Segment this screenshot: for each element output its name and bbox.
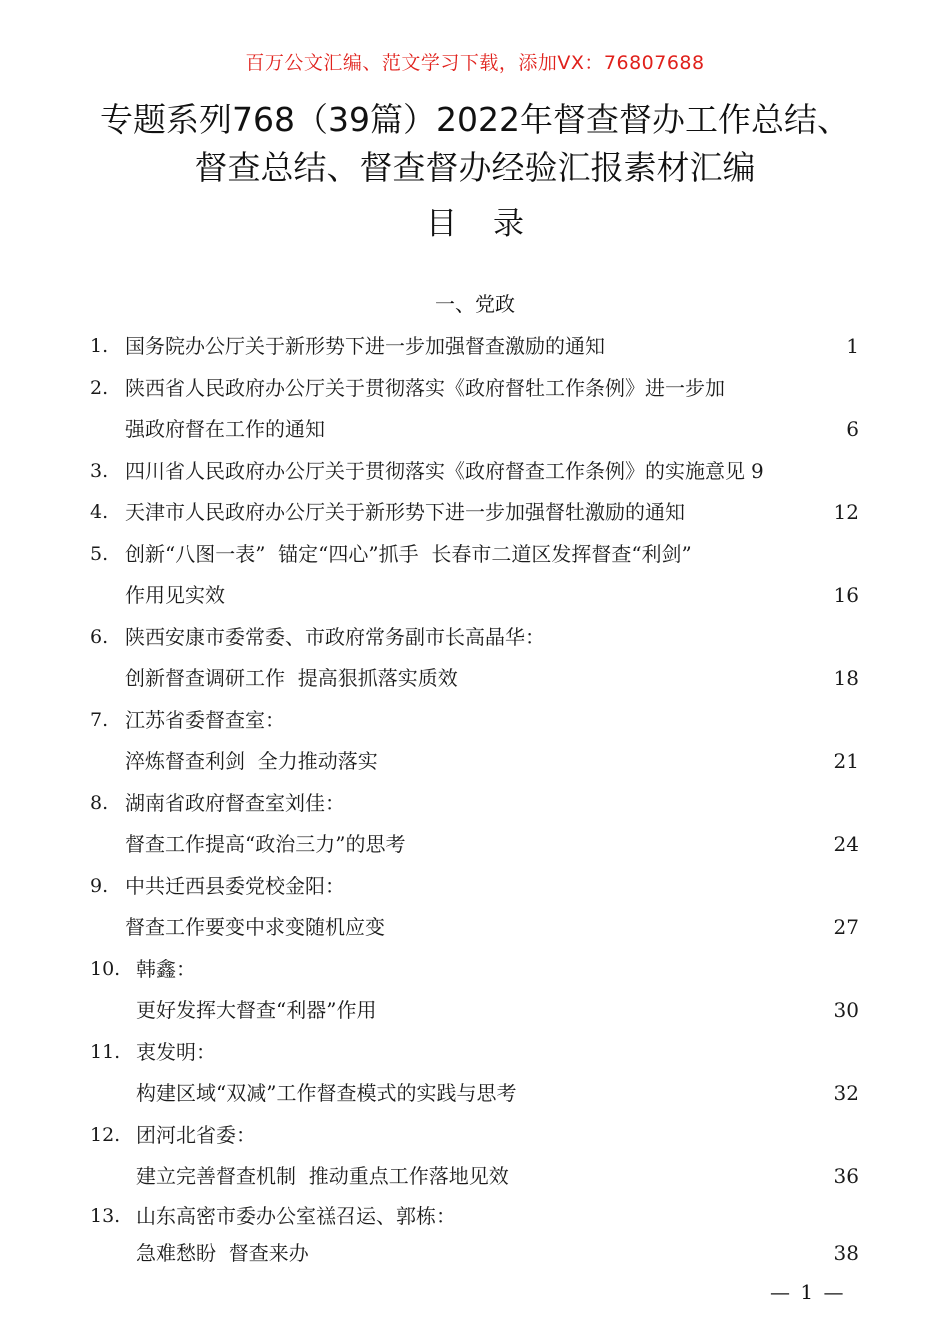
entry-page: 38 bbox=[833, 1240, 859, 1265]
entry-author: 江苏省委督查室： bbox=[125, 707, 285, 732]
header-banner: 百万公文汇编、范文学习下载，添加VX：76807688 bbox=[245, 52, 705, 74]
entry-page: 32 bbox=[833, 1081, 859, 1105]
entry-number: 1. bbox=[90, 335, 109, 357]
entry-title: 督查工作提高“政治三力”的思考 bbox=[125, 832, 406, 856]
document-title bbox=[0, 96, 950, 192]
entry-page: 9 bbox=[751, 458, 764, 483]
toc-entry[interactable] bbox=[0, 866, 950, 949]
toc-entry[interactable] bbox=[0, 451, 950, 493]
entry-author: 韩鑫： bbox=[136, 956, 196, 981]
entry-title: 急难愁盼 督查来办 bbox=[136, 1240, 309, 1265]
entry-number: 12. bbox=[90, 1123, 121, 1146]
toc-heading: 目录 bbox=[426, 206, 560, 242]
entry-title: 创新督查调研工作 提高狠抓落实质效 bbox=[125, 666, 458, 690]
entry-number: 11. bbox=[90, 1040, 121, 1063]
toc-entry[interactable] bbox=[0, 1032, 950, 1115]
entry-title: 建立完善督查机制 推动重点工作落地见效 bbox=[136, 1164, 509, 1188]
entry-number: 7. bbox=[90, 708, 109, 731]
entry-author: 团河北省委： bbox=[136, 1122, 256, 1147]
section-heading: 一、党政 bbox=[435, 292, 515, 316]
entry-title: 陕西省人民政府办公厅关于贯彻落实《政府督牡工作条例》进一步加 bbox=[125, 375, 725, 400]
entry-page: 1 bbox=[846, 334, 859, 358]
entry-page: 6 bbox=[846, 417, 859, 441]
entry-title: 四川省人民政府办公厅关于贯彻落实《政府督查工作条例》的实施意见 bbox=[125, 458, 745, 483]
entry-page: 12 bbox=[833, 500, 859, 524]
entry-author: 中共迁西县委党校金阳： bbox=[125, 873, 345, 898]
document-title-line-1: 专题系列768（39篇）2022年督查督办工作总结、 bbox=[100, 100, 850, 139]
entry-author: 陕西安康市委常委、市政府常务副市长高晶华： bbox=[125, 624, 545, 649]
entry-author: 湖南省政府督查室刘佳： bbox=[125, 790, 345, 815]
toc-entry[interactable] bbox=[0, 783, 950, 866]
toc-entry[interactable] bbox=[0, 534, 950, 617]
entry-number: 10. bbox=[90, 957, 121, 980]
entry-title: 淬炼督查利剑 全力推动落实 bbox=[125, 749, 378, 773]
entry-title: 创新“八图一表” 锚定“四心”抓手 长春市二道区发挥督查“利剑” bbox=[125, 541, 692, 566]
page-number-footer: — 1 — bbox=[770, 1280, 846, 1304]
entry-page: 16 bbox=[833, 583, 859, 607]
entry-number: 2. bbox=[90, 376, 109, 399]
entry-number: 9. bbox=[90, 874, 109, 897]
entry-title-continued: 强政府督在工作的通知 bbox=[125, 417, 325, 441]
toc-entry[interactable] bbox=[0, 617, 950, 700]
toc-entry[interactable] bbox=[0, 492, 950, 534]
entry-author: 山东高密市委办公室禚召运、郭栋： bbox=[136, 1203, 456, 1228]
toc-entry[interactable] bbox=[0, 1115, 950, 1198]
toc-entry[interactable] bbox=[0, 326, 950, 368]
entry-title: 天津市人民政府办公厅关于新形势下进一步加强督牡激励的通知 bbox=[125, 500, 685, 524]
entry-title-continued: 作用见实效 bbox=[125, 583, 225, 607]
entry-number: 4. bbox=[90, 501, 109, 523]
document-title-line-2: 督查总结、督查督办经验汇报素材汇编 bbox=[194, 148, 756, 187]
entry-page: 36 bbox=[833, 1164, 859, 1188]
entry-number: 6. bbox=[90, 625, 109, 648]
entry-page: 18 bbox=[833, 666, 859, 690]
entry-title: 构建区域“双减”工作督查模式的实践与思考 bbox=[136, 1081, 517, 1105]
toc-entry[interactable] bbox=[0, 1198, 950, 1272]
entry-title: 督查工作要变中求变随机应变 bbox=[125, 915, 385, 939]
entry-page: 30 bbox=[833, 998, 859, 1022]
entry-page: 27 bbox=[833, 915, 859, 939]
entry-title: 更好发挥大督查“利器”作用 bbox=[136, 998, 377, 1022]
table-of-contents bbox=[0, 326, 950, 1272]
entry-page: 21 bbox=[833, 749, 859, 773]
entry-number: 8. bbox=[90, 791, 109, 814]
entry-author: 衷发明： bbox=[136, 1039, 216, 1064]
entry-number: 13. bbox=[90, 1204, 121, 1227]
toc-entry[interactable] bbox=[0, 700, 950, 783]
toc-entry[interactable] bbox=[0, 949, 950, 1032]
entry-number: 3. bbox=[90, 459, 109, 482]
entry-number: 5. bbox=[90, 542, 109, 565]
entry-page: 24 bbox=[833, 832, 859, 856]
toc-entry[interactable] bbox=[0, 368, 950, 451]
entry-title: 国务院办公厅关于新形势下进一步加强督查激励的通知 bbox=[125, 334, 605, 358]
